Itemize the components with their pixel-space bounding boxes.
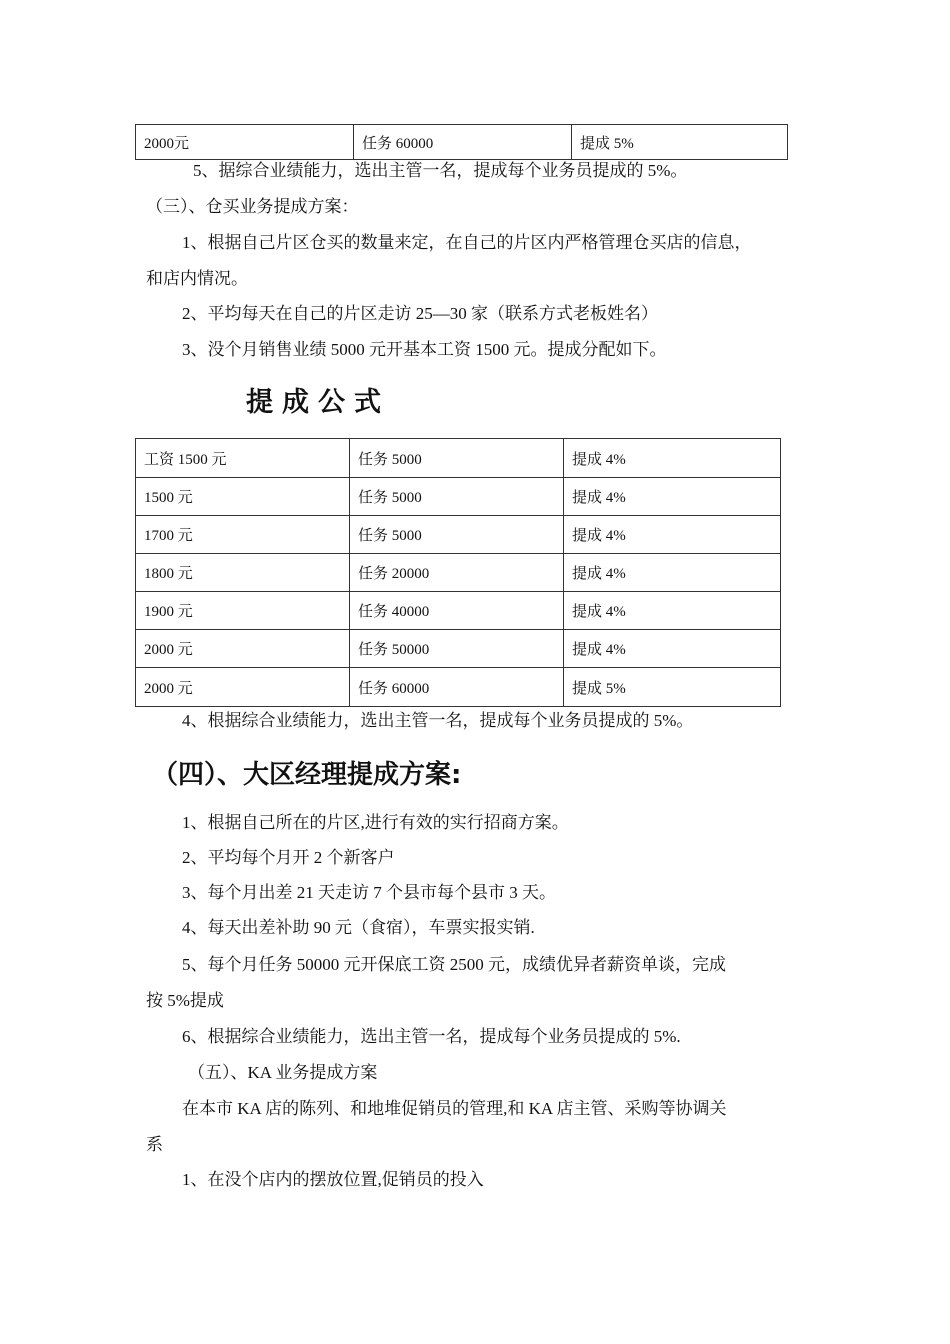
- table-cell: 任务 20000: [350, 554, 564, 592]
- table-cell: 提成 5%: [572, 125, 788, 160]
- table-row: [136, 554, 781, 592]
- table-cell: 提成 5%: [564, 668, 781, 707]
- table-cell: 任务 5000: [350, 439, 564, 478]
- table-cell: 2000 元: [136, 630, 350, 668]
- table-cell: 任务 60000: [354, 125, 572, 160]
- table-cell: 1900 元: [136, 592, 350, 630]
- table-cell: 提成 4%: [564, 439, 781, 478]
- table-cell: 2000元: [136, 125, 354, 160]
- subsection-heading: （五）、KA 业务提成方案: [188, 1063, 378, 1082]
- table-row: [136, 668, 781, 707]
- table-cell: 提成 4%: [564, 592, 781, 630]
- table-cell: 任务 50000: [350, 630, 564, 668]
- section-heading: （四）、大区经理提成方案:: [152, 760, 462, 790]
- table-cell: 2000 元: [136, 668, 350, 707]
- table-cell: 1800 元: [136, 554, 350, 592]
- paragraph: 5、据综合业绩能力，选出主管一名，提成每个业务员提成的 5%。: [193, 161, 688, 180]
- paragraph: 和店内情况。: [146, 269, 248, 288]
- table-cell: 1500 元: [136, 478, 350, 516]
- formula-table: [135, 438, 781, 707]
- table-cell: 提成 4%: [564, 554, 781, 592]
- table-cell: 任务 60000: [350, 668, 564, 707]
- subsection-heading: （三）、仓买业务提成方案：: [146, 197, 359, 216]
- list-item: 1、根据自己所在的片区,进行有效的实行招商方案。: [182, 813, 569, 832]
- table-row: [136, 439, 781, 478]
- table-cell: 工资 1500 元: [136, 439, 350, 478]
- paragraph: 2、平均每天在自己的片区走访 25—30 家（联系方式老板姓名）: [182, 304, 658, 323]
- list-item: 6、根据综合业绩能力，选出主管一名，提成每个业务员提成的 5%.: [182, 1027, 681, 1046]
- list-item-continuation: 按 5%提成: [146, 991, 224, 1010]
- table-cell: 提成 4%: [564, 478, 781, 516]
- paragraph: 1、根据自己片区仓买的数量来定，在自己的片区内严格管理仓买店的信息，: [182, 233, 752, 252]
- paragraph: 4、根据综合业绩能力，选出主管一名，提成每个业务员提成的 5%。: [182, 711, 694, 730]
- table-cell: 任务 40000: [350, 592, 564, 630]
- table-cell: 提成 4%: [564, 630, 781, 668]
- list-item: 5、每个月任务 50000 元开保底工资 2500 元，成绩优异者薪资单谈，完成: [182, 955, 726, 974]
- list-item: 4、每天出差补助 90 元（食宿），车票实报实销.: [182, 918, 535, 937]
- table-row: [136, 592, 781, 630]
- paragraph: 在本市 KA 店的陈列、和地堆促销员的管理,和 KA 店主管、采购等协调关: [182, 1099, 727, 1118]
- table-row: [136, 630, 781, 668]
- table-row: [136, 516, 781, 554]
- top-table: [135, 124, 788, 160]
- table-cell: 任务 5000: [350, 516, 564, 554]
- formula-title: 提成公式: [246, 387, 390, 418]
- list-item: 3、每个月出差 21 天走访 7 个县市每个县市 3 天。: [182, 883, 556, 902]
- table-cell: 任务 5000: [350, 478, 564, 516]
- table-cell: 提成 4%: [564, 516, 781, 554]
- list-item: 1、在没个店内的摆放位置,促销员的投入: [182, 1170, 484, 1189]
- table-row: [136, 478, 781, 516]
- paragraph: 3、没个月销售业绩 5000 元开基本工资 1500 元。提成分配如下。: [182, 340, 667, 359]
- list-item: 2、平均每个月开 2 个新客户: [182, 848, 395, 867]
- table-cell: 1700 元: [136, 516, 350, 554]
- paragraph: 系: [146, 1135, 163, 1154]
- table-row: [136, 125, 788, 160]
